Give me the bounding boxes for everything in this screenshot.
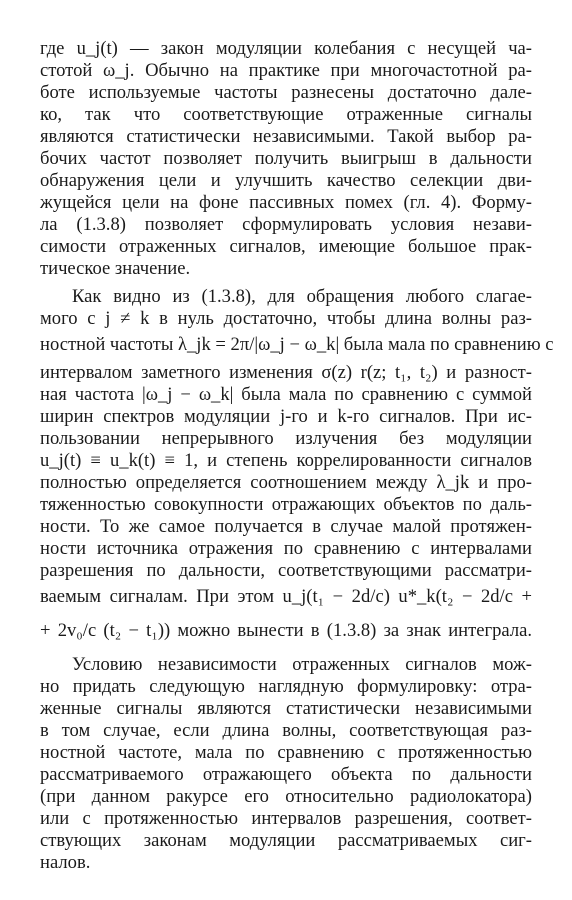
- text-line: женные сигналы являются статистически независимыми: [40, 698, 532, 719]
- text-line: интервалом заметного изменения σ(z) r(z; t₁, t₂) и разност-: [40, 362, 532, 383]
- text-line: разрешения по дальности, соответствующими рассматри-: [40, 560, 532, 581]
- text-line: тическое значение.: [40, 258, 191, 279]
- text-line: но придать следующую наглядную формулировку: отра-: [40, 676, 532, 697]
- text-line: полностью определяется соотношением между λ_jk и про-: [40, 472, 532, 493]
- text-line: боте используемые частоты разнесены достаточно дале-: [40, 82, 532, 103]
- text-line: Как видно из (1.3.8), для обращения любого слагае-: [72, 286, 532, 307]
- text-line: ствующих законам модуляции рассматриваемых сиг-: [40, 830, 532, 851]
- text-line: тяженностью совокупности отражающих объектов по даль-: [40, 494, 532, 515]
- formula-line: + 2v₀/c (t₂ − t₁)) можно вынести в (1.3.8) за знак интеграла.: [40, 620, 532, 641]
- text-line: пользовании непрерывного излучения без модуляции: [40, 428, 532, 449]
- text-line: Условию независимости отраженных сигналов мож-: [72, 654, 532, 675]
- text-line: ности источника отражения по сравнению с интервалами: [40, 538, 532, 559]
- text-line: ла (1.3.8) позволяет сформулировать условия незави-: [40, 214, 532, 235]
- text-line: мого с j ≠ k в нуль достаточно, чтобы длина волны раз-: [40, 308, 532, 329]
- text-line: в том случае, если длина волны, соответствующая раз-: [40, 720, 532, 741]
- text-line: рассматриваемого отражающего объекта по дальности: [40, 764, 532, 785]
- text-line: обнаружения цели и улучшить качество селекции дви-: [40, 170, 532, 191]
- text-line: ко, так что соответствующие отраженные сигналы: [40, 104, 532, 125]
- text-line: жущейся цели на фоне пассивных помех (гл. 4). Форму-: [40, 192, 532, 213]
- text-line: где u_j(t) — закон модуляции колебания с несущей ча-: [40, 38, 532, 59]
- formula-line: ностной частоты λ_jk = 2π/|ω_j − ω_k| была мала по сравнению с: [40, 334, 554, 355]
- text-line: бочих частот позволяет получить выигрыш в дальности: [40, 148, 532, 169]
- text-line: налов.: [40, 852, 91, 873]
- text-line: стотой ω_j. Обычно на практике при многочастотной ра-: [40, 60, 532, 81]
- text-line: ширин спектров модуляции j-го и k-го сигналов. При ис-: [40, 406, 532, 427]
- text-line: ностной частоте, мала по сравнению с протяженностью: [40, 742, 532, 763]
- text-line: ности. То же самое получается в случае малой протяжен-: [40, 516, 532, 537]
- text-line: или с протяженностью интервалов разрешения, соответ-: [40, 808, 532, 829]
- formula-line: ваемым сигналам. При этом u_j(t₁ − 2d/c) u*_k(t₂ − 2d/c +: [40, 586, 532, 607]
- formula-line: u_j(t) ≡ u_k(t) ≡ 1, и степень коррелированности сигналов: [40, 450, 532, 471]
- text-line: являются статистически независимыми. Такой выбор ра-: [40, 126, 532, 147]
- text-line: ная частота |ω_j − ω_k| была мала по сравнению с суммой: [40, 384, 532, 405]
- text-line: (при данном ракурсе его относительно радиолокатора): [40, 786, 532, 807]
- text-line: симости отраженных сигналов, имеющие большое прак-: [40, 236, 532, 257]
